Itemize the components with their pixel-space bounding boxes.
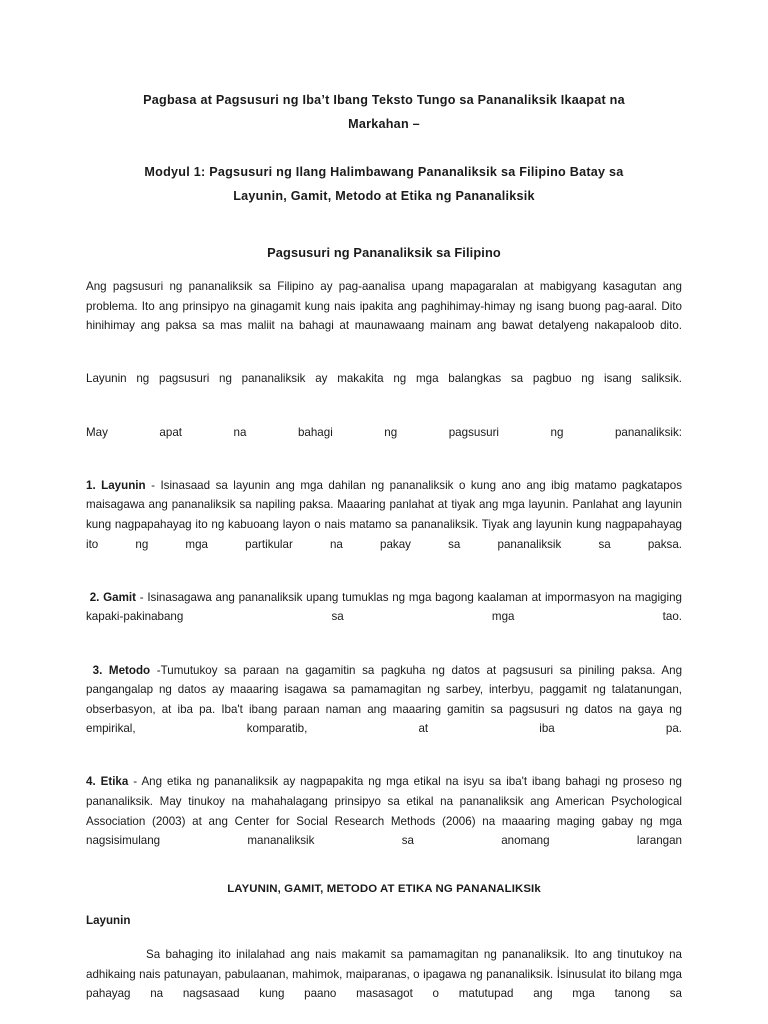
centered-subheading: LAYUNIN, GAMIT, METODO AT ETIKA NG PANANALIKSIk: [227, 883, 541, 896]
subsection-label-layunin: Layunin: [86, 914, 131, 928]
list-item-etika-separator: -: [128, 775, 142, 789]
paragraph-intro: Ang pagsusuri ng pananaliksik sa Filipino ay pag-aanalisa upang mapagaralan at mabigyang kasagutan ang problema. Ito ang prinsipyo na ginagamit kung nais ipakita ang paghihimay-himay ng isang buong pag-aaral. Dito hinihimay ang paksa sa mas maliit na bahagi at maunawaang mainam ang bawat detalyeng nakapaloob dito.: [86, 280, 682, 333]
document-title-line-2: Markahan –: [348, 117, 420, 131]
list-item-etika: [86, 758, 682, 870]
list-item-gamit: [86, 574, 682, 647]
list-item-metodo-separator: -: [150, 663, 161, 677]
document-title-line-1: Pagbasa at Pagsusuri ng Iba’t Ibang Teksto Tungo sa Pananaliksik Ikaapat na: [143, 93, 625, 107]
list-item-gamit-label: 2. Gamit: [89, 590, 136, 604]
list-item-layunin-label: 1. Layunin: [86, 478, 146, 492]
list-item-metodo: [86, 647, 682, 759]
module-title-line-1: Modyul 1: Pagsusuri ng Ilang Halimbawang Pananaliksik sa Filipino Batay sa: [144, 165, 624, 179]
list-item-etika-label: 4. Etika: [86, 775, 129, 789]
list-item-gamit-separator: -: [136, 590, 148, 604]
list-item-metodo-body: Tumutukoy sa paraan na gagamitin sa pagkuha ng datos at pagsusuri sa piniling paksa. Ang pangangalap ng datos ay maaaring isagawa sa pamamagitan ng sarbey, interbyu, paggamit ng talatanungan, obserbasyon, at iba pa. Iba't ibang paraan naman ang maaaring gamitin sa pagsusuri ng datos na gaya ng empirikal, komparatib, at iba pa.: [86, 663, 683, 736]
list-item-layunin: [86, 462, 682, 574]
document-content: [86, 88, 682, 1023]
module-title-line-2: Layunin, Gamit, Metodo at Etika ng Pananaliksik: [233, 189, 535, 203]
list-item-layunin-body: Isinasaad sa layunin ang mga dahilan ng pananaliksik o kung ano ang ibig matamo pagkatapos maisagawa ang pananaliksik sa napiling paksa. Maaaring panlahat at tiyak ang mga layunin. Panlahat ang layunin kung nagpapahayag ito ng kabuoang layon o nais matamo sa pananaliksik. Tiyak ang layunin kung nagpapahayag ito ng mga partikular na pakay sa pananaliksik sa paksa.: [86, 478, 683, 551]
paragraph-layunin-detail: Sa bahaging ito inilalahad ang nais makamit sa pamamagitan ng pananaliksik. Ito ang tinutukoy na adhikaing nais patunayan, pabulaanan, mahimok, maiparanas, o ipagawa ng pananaliksik. İsinusulat ito bilang mga pahayag na nagsasaad kung paano masasagot o matutupad ang mga tanong sa: [86, 948, 682, 1001]
list-item-etika-body: Ang etika ng pananaliksik ay nagpapakita ng mga etikal na isyu sa iba't ibang bahagi ng proseso ng pananaliksik. May tinukoy na mahahalagang prinsipyo sa etikal na pananaliksik ang American Psychological Association (2003) at ang Center for Social Research Methods (2006) na maaaring maging gabay ng mga nagsisimulang mananaliksik sa anomang larangan: [86, 775, 683, 848]
section-heading: Pagsusuri ng Pananaliksik sa Filipino: [267, 245, 501, 260]
list-item-gamit-body: Isinasagawa ang pananaliksik upang tumuklas ng mga bagong kaalaman at impormasyon na magiging kapaki-pakinabang sa mga tao.: [86, 590, 682, 624]
module-title-block: [86, 160, 682, 208]
paragraph-four-parts-lead: May apat na bahagi ng pagsusuri ng pananaliksik:: [86, 425, 682, 439]
list-item-metodo-label: 3. Metodo: [92, 663, 151, 677]
list-item-layunin-separator: -: [145, 478, 161, 492]
document-title-block: [86, 88, 682, 136]
paragraph-layunin-purpose: Layunin ng pagsusuri ng pananaliksik ay makakita ng mga balangkas sa pagbuo ng isang saliksik.: [86, 372, 682, 386]
